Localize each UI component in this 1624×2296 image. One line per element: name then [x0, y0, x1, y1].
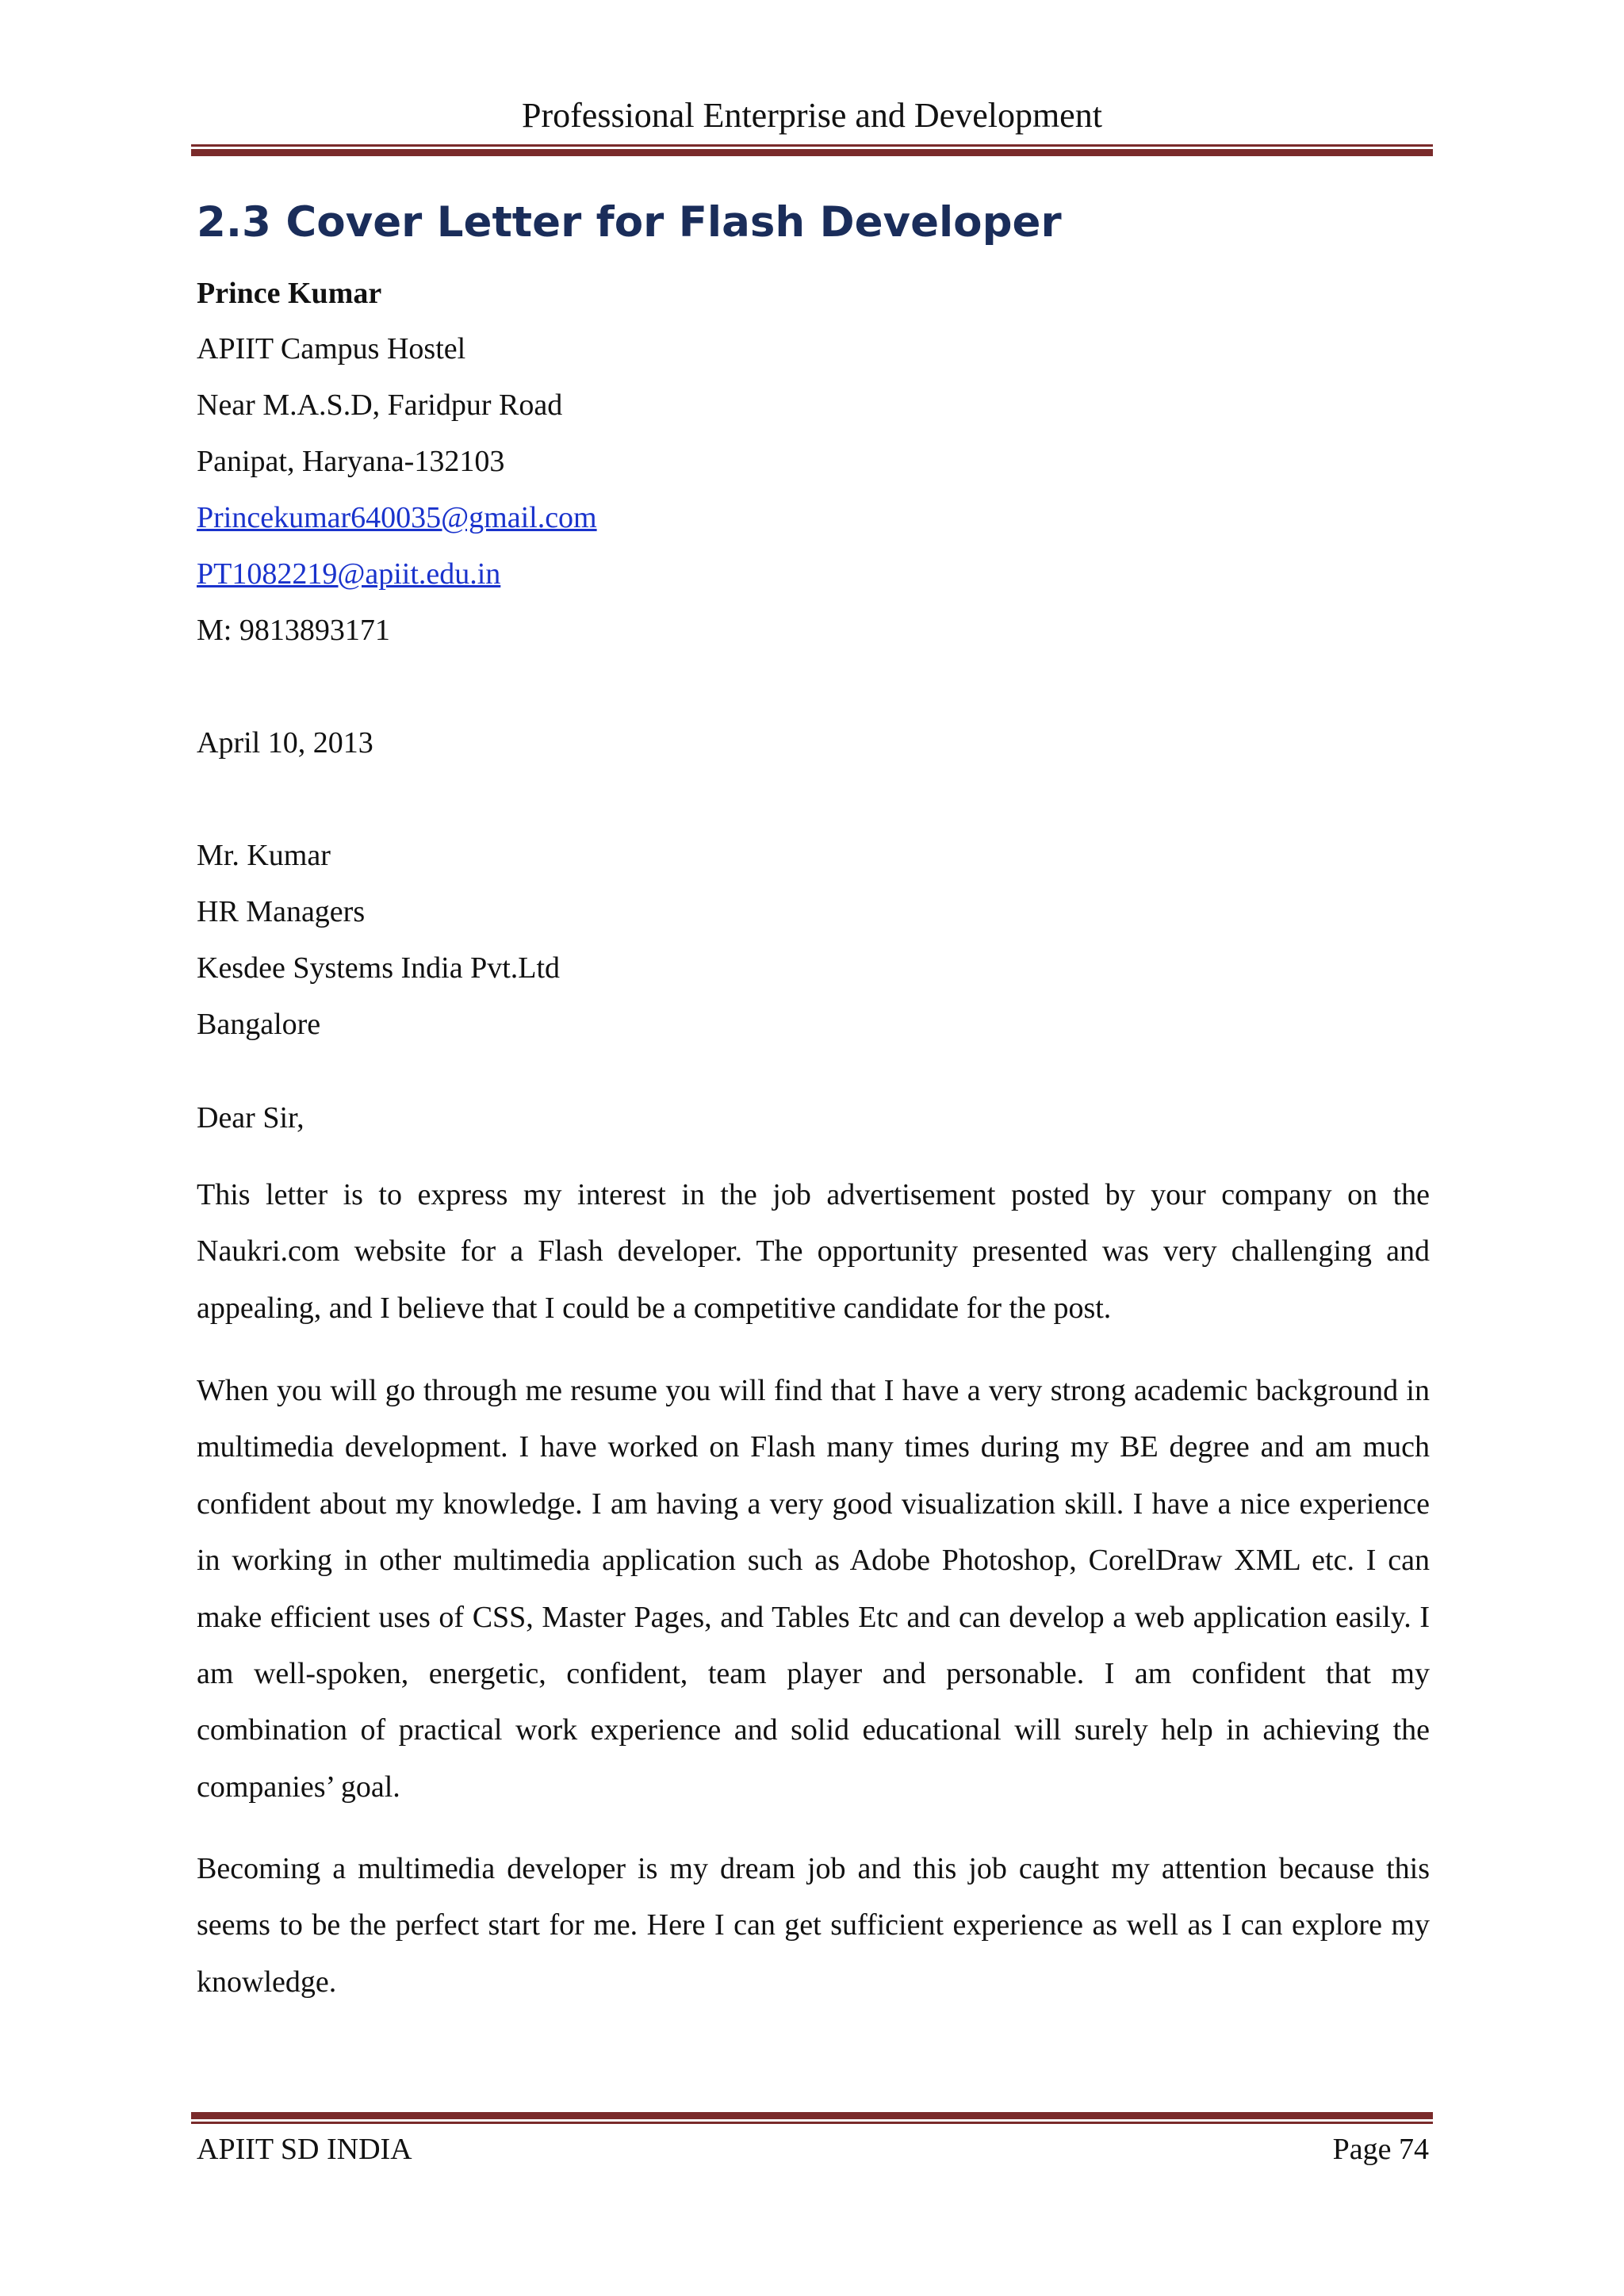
body-paragraph-1: This letter is to express my interest in the job advertisement posted by your company on the Naukri.com website for a Flash developer. The opportunity presented was very challenging and appealing, and I believe that I could be a competitive candidate for the post.: [197, 1178, 1430, 1325]
letter-date: April 10, 2013: [197, 726, 373, 760]
sender-address-line2: Near M.A.S.D, Faridpur Road: [197, 388, 563, 422]
salutation: Dear Sir,: [197, 1101, 304, 1135]
running-header-title: Professional Enterprise and Development: [522, 96, 1102, 135]
sender-mobile: M: 9813893171: [197, 614, 390, 647]
section-heading: 2.3 Cover Letter for Flash Developer: [197, 198, 1062, 247]
sender-address-line1: APIIT Campus Hostel: [197, 332, 466, 365]
sender-name: Prince Kumar: [197, 277, 382, 310]
body-paragraph-3: Becoming a multimedia developer is my dream job and this job caught my attention because this seems to be the perfect start for me. Here I can get sufficient experience as well as I can explore my knowledge.: [197, 1852, 1430, 1999]
recipient-name: Mr. Kumar: [197, 839, 331, 872]
sender-email-link-2[interactable]: PT1082219@apiit.edu.in: [197, 557, 501, 591]
body-paragraph-2: When you will go through me resume you will find that I have a very strong academic background in multimedia development. I have worked on Flash many times during my BE degree and am much confident about my knowledge. I am having a very good visualization skill. I have a nice experience in working in other multimedia application such as Adobe Photoshop, CorelDraw XML etc. I can make efficient uses of CSS, Master Pages, and Tables Etc and can develop a web application easily. I am well-spoken, energetic, confident, team player and personable. I am confident that my combination of practical work experience and solid educational will surely help in achieving the companies’ goal.: [197, 1374, 1430, 1804]
recipient-company: Kesdee Systems India Pvt.Ltd: [197, 951, 561, 985]
recipient-city: Bangalore: [197, 1008, 321, 1041]
page-number: Page 74: [1332, 2133, 1429, 2166]
footer-organization: APIIT SD INDIA: [197, 2133, 412, 2166]
header-divider: [191, 144, 1433, 156]
footer-divider: [191, 2112, 1433, 2124]
sender-email-link-1[interactable]: Princekumar640035@gmail.com: [197, 501, 597, 534]
sender-address-line3: Panipat, Haryana-132103: [197, 445, 505, 478]
recipient-title: HR Managers: [197, 895, 366, 928]
